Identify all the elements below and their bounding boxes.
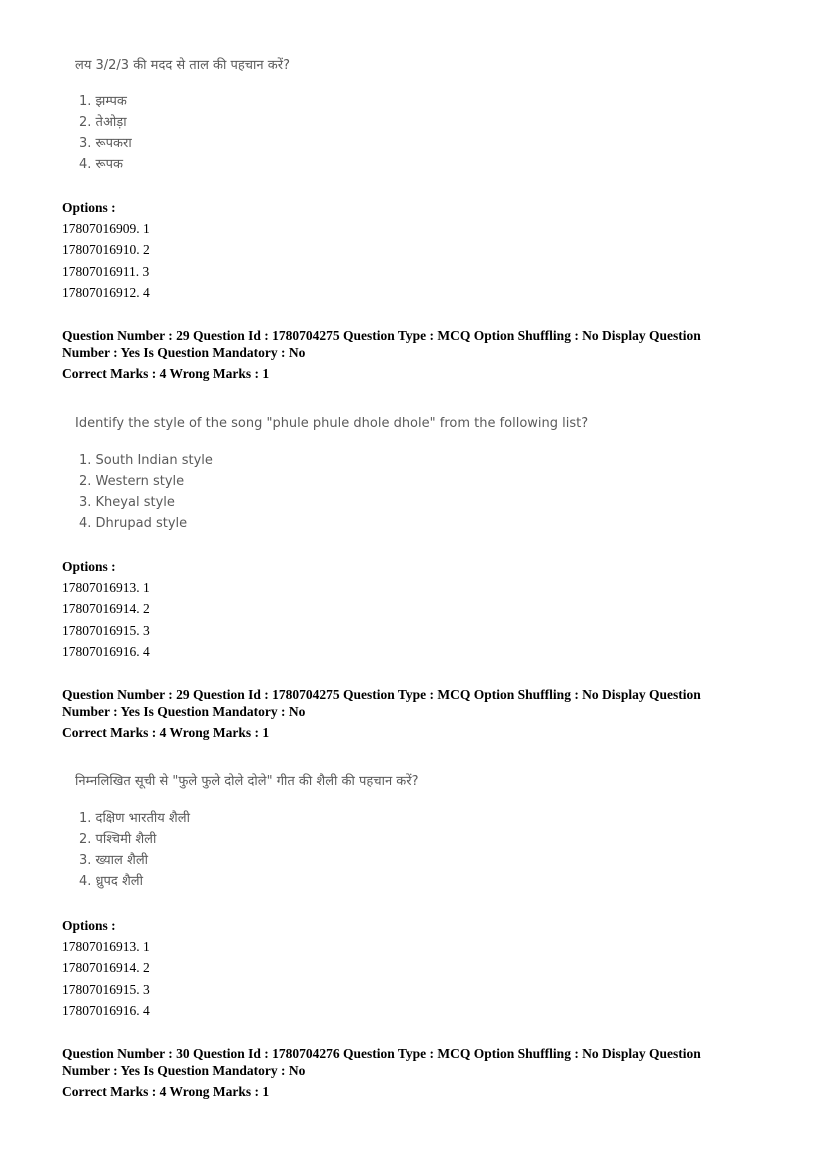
options-header: Options : [62, 559, 116, 574]
option-row: 17807016916. 4 [62, 1002, 150, 1018]
marks-line: Correct Marks : 4 Wrong Marks : 1 [62, 366, 270, 381]
question-meta [62, 687, 752, 743]
meta-line: Question Number : 29 Question Id : 1780704275 Question Type : MCQ Option Shuffling : No Display Question [62, 328, 701, 343]
option-row: 17807016912. 4 [62, 284, 150, 300]
option-row: 17807016911. 3 [62, 263, 150, 279]
options-block [62, 557, 150, 662]
options-block [62, 198, 150, 303]
option-row: 17807016914. 2 [62, 960, 150, 976]
option-row: 17807016913. 1 [62, 580, 150, 595]
choice-list [75, 450, 588, 534]
question-text: निम्नलिखित सूची से "फुले फुले दोले दोले" गीत की शैली की पहचान करें? [75, 774, 419, 789]
choice-item: 4. ध्रुपद शैली [79, 874, 143, 889]
choice-item: 4. रूपक [79, 157, 124, 172]
options-header: Options : [62, 200, 116, 215]
choice-item: 3. रूपकरा [79, 136, 132, 151]
marks-line: Correct Marks : 4 Wrong Marks : 1 [62, 725, 270, 740]
choice-item: 1. South Indian style [79, 453, 213, 468]
question-meta [62, 1046, 752, 1102]
option-row: 17807016913. 1 [62, 939, 150, 954]
question-text: लय 3/2/3 की मदद से ताल की पहचान करें? [75, 58, 290, 73]
choice-item: 1. झम्पक [79, 94, 127, 109]
question-text: Identify the style of the song "phule phule dhole dhole" from the following list? [75, 416, 589, 431]
meta-line: Number : Yes Is Question Mandatory : No [62, 1062, 306, 1078]
choice-item: 2. तेओड़ा [79, 115, 127, 130]
options-header: Options : [62, 918, 116, 933]
option-row: 17807016910. 2 [62, 242, 150, 258]
choice-list [75, 808, 419, 892]
meta-line: Number : Yes Is Question Mandatory : No [62, 703, 306, 719]
options-block [62, 916, 150, 1021]
question-image [75, 57, 290, 175]
question-image [75, 773, 419, 892]
meta-line: Question Number : 30 Question Id : 1780704276 Question Type : MCQ Option Shuffling : No Display Question [62, 1046, 701, 1061]
choice-item: 1. दक्षिण भारतीय शैली [79, 811, 190, 826]
choice-item: 4. Dhrupad style [79, 516, 188, 531]
option-row: 17807016916. 4 [62, 643, 150, 659]
option-row: 17807016915. 3 [62, 622, 150, 638]
choice-list [75, 91, 290, 175]
marks-line: Correct Marks : 4 Wrong Marks : 1 [62, 1084, 270, 1099]
choice-item: 3. ख्याल शैली [79, 853, 149, 868]
meta-line: Number : Yes Is Question Mandatory : No [62, 344, 306, 360]
option-row: 17807016914. 2 [62, 601, 150, 617]
meta-line: Question Number : 29 Question Id : 1780704275 Question Type : MCQ Option Shuffling : No Display Question [62, 687, 701, 702]
option-row: 17807016909. 1 [62, 221, 150, 236]
choice-item: 3. Kheyal style [79, 495, 175, 510]
choice-item: 2. Western style [79, 474, 185, 489]
question-image [75, 415, 588, 534]
option-row: 17807016915. 3 [62, 981, 150, 997]
choice-item: 2. पश्चिमी शैली [79, 832, 157, 847]
question-meta [62, 328, 752, 384]
